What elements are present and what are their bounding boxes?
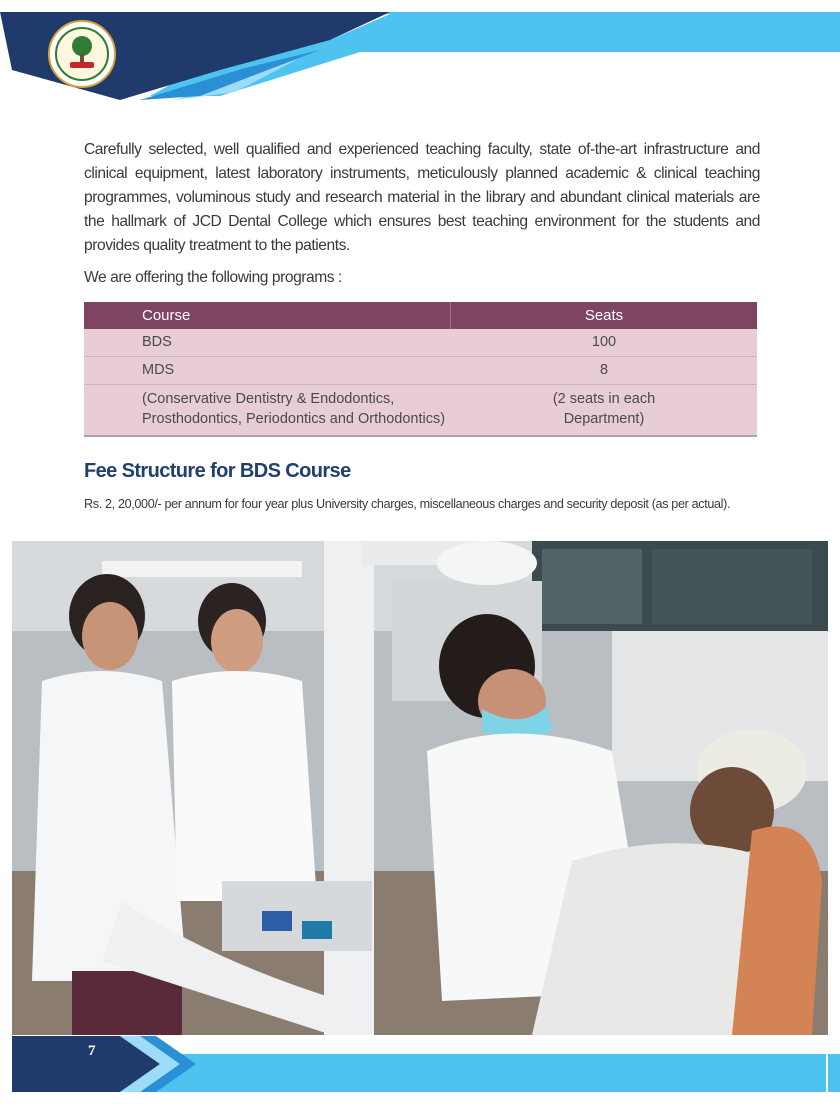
university-seal-icon: [48, 20, 116, 88]
programs-intro: We are offering the following programs :: [84, 269, 342, 286]
seats-line: Department): [563, 411, 645, 427]
table-header-row: [84, 302, 757, 329]
seats-cell: [451, 389, 757, 435]
header-seats: Seats: [584, 307, 624, 324]
page-footer: [0, 1032, 840, 1104]
footer-banner: [0, 1032, 840, 1104]
page-number: 7: [88, 1043, 96, 1059]
table-row: [84, 357, 757, 385]
fee-text: Rs. 2, 20,000/- per annum for four year plus University charges, miscellaneous charges and security deposit (as per actual).: [84, 497, 731, 511]
seats-cell: 100: [591, 334, 617, 350]
fee-title: Fee Structure for BDS Course: [84, 460, 351, 482]
course-line: (Conservative Dentistry & Endodontics,: [142, 391, 395, 407]
programs-table: [84, 302, 757, 437]
intro-paragraph: Carefully selected, well qualified and experienced teaching faculty, state of-the-art infrastructure and clinical equipment, latest laboratory instruments, meticulously planned academic & clinical teaching programmes, voluminous study and research material in the library and abundant clinical materials are the hallmark of JCD Dental College which ensures best teaching environment for the students and provides quality treatment to the patients.: [84, 141, 760, 254]
page-header: [0, 0, 840, 110]
dental-clinic-photo: [12, 541, 828, 1035]
course-line: Prosthodontics, Periodontics and Orthodontics): [142, 411, 446, 427]
course-cell: MDS: [142, 362, 175, 378]
seats-cell: 8: [599, 362, 609, 378]
table-row: [84, 329, 757, 357]
course-cell: [84, 389, 451, 435]
header-banner: [0, 0, 840, 110]
header-course: Course: [84, 302, 451, 329]
seats-line: (2 seats in each: [552, 391, 656, 407]
table-row: [84, 385, 757, 437]
course-cell: BDS: [142, 334, 172, 350]
